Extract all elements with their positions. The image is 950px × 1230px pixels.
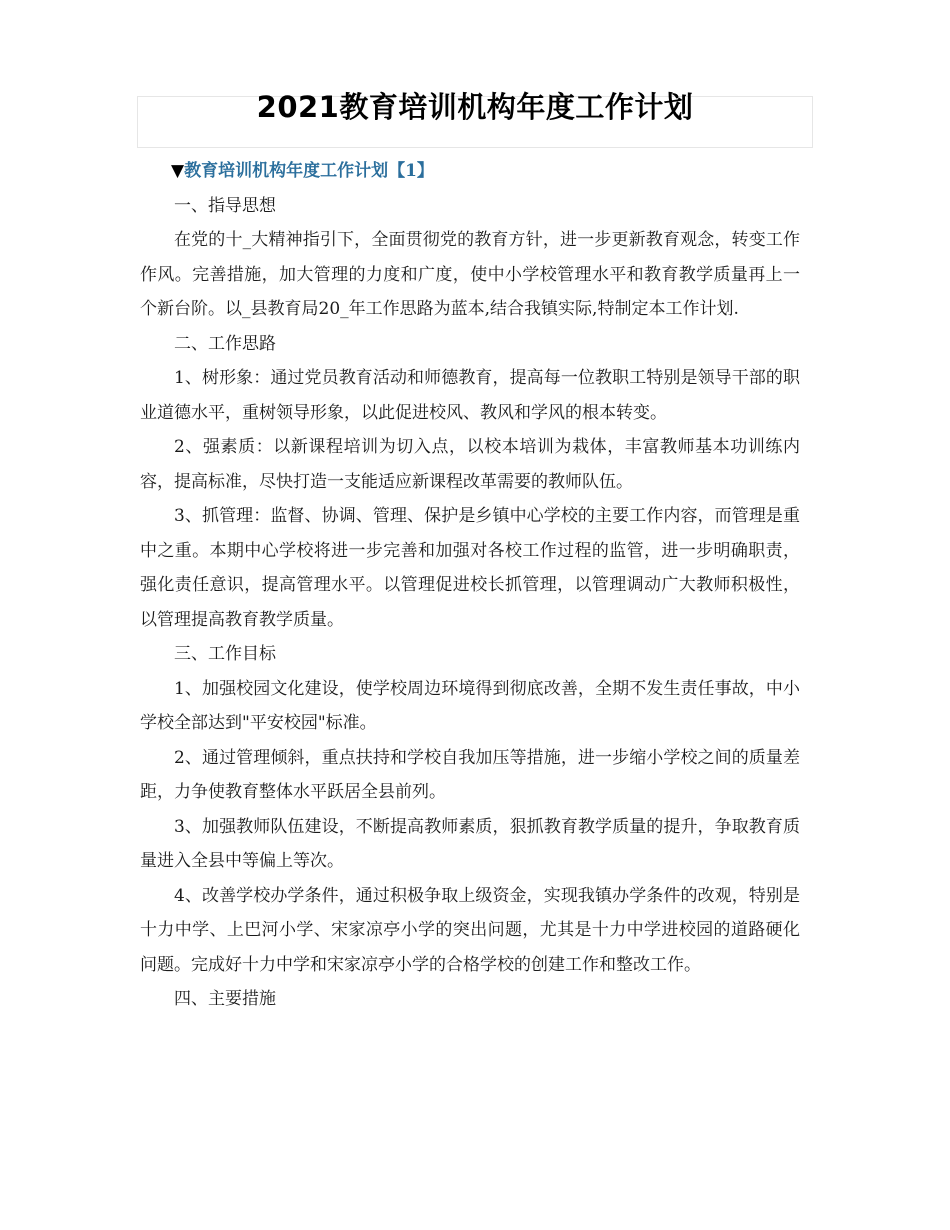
heading-work-goals: 三、工作目标: [174, 644, 276, 664]
triangle-down-icon: ▼: [171, 161, 185, 181]
document-title: 2021教育培训机构年度工作计划: [256, 90, 694, 124]
paragraph: 1、树形象：通过党员教育活动和师德教育，提高每一位教职工特别是领导干部的职业道德水平，重树领导形象，以此促进校风、教风和学风的根本转变。: [140, 368, 800, 423]
paragraph: 4、改善学校办学条件，通过积极争取上级资金，实现我镇办学条件的改观，特别是十力中学、上巴河小学、宋家凉亭小学的突出问题，尤其是十力中学进校园的道路硬化问题。完成好十力中学和宋家凉亭小学的合格学校的创建工作和整改工作。: [140, 885, 800, 975]
section-heading: [140, 154, 800, 189]
paragraph: 2、强素质：以新课程培训为切入点，以校本培训为栽体，丰富教师基本功训练内容，提高标准，尽快打造一支能适应新课程改革需要的教师队伍。: [140, 437, 800, 492]
paragraph: 3、抓管理：监督、协调、管理、保护是乡镇中心学校的主要工作内容，而管理是重中之重。本期中心学校将进一步完善和加强对各校工作过程的监管，进一步明确职责，强化责任意识，提高管理水平。以管理促进校长抓管理，以管理调动广大教师积极性，以管理提高教育教学质量。: [140, 506, 800, 630]
heading-main-measures: 四、主要措施: [174, 989, 276, 1009]
section-heading-text: 教育培训机构年度工作计划【1】: [184, 161, 434, 181]
paragraph: 3、加强教师队伍建设，不断提高教师素质，狠抓教育教学质量的提升，争取教育质量进入全县中等偏上等次。: [140, 816, 800, 871]
heading-work-approach: 二、工作思路: [174, 333, 276, 354]
paragraph: 1、加强校园文化建设，使学校周边环境得到彻底改善，全期不发生责任事故，中小学校全部达到"平安校园"标准。: [140, 678, 800, 733]
paragraph: 在党的十_大精神指引下，全面贯彻党的教育方针，进一步更新教育观念，转变工作作风。完善措施，加大管理的力度和广度，使中小学校管理水平和教育教学质量再上一个新台阶。以_县教育局20_年工作思路为蓝本,结合我镇实际,特制定本工作计划.: [140, 230, 800, 319]
document-body: [140, 154, 800, 1017]
paragraph: 2、通过管理倾斜，重点扶持和学校自我加压等措施，进一步缩小学校之间的质量差距，力争使教育整体水平跃居全县前列。: [140, 747, 800, 802]
heading-guiding-ideology: 一、指导思想: [174, 195, 276, 216]
